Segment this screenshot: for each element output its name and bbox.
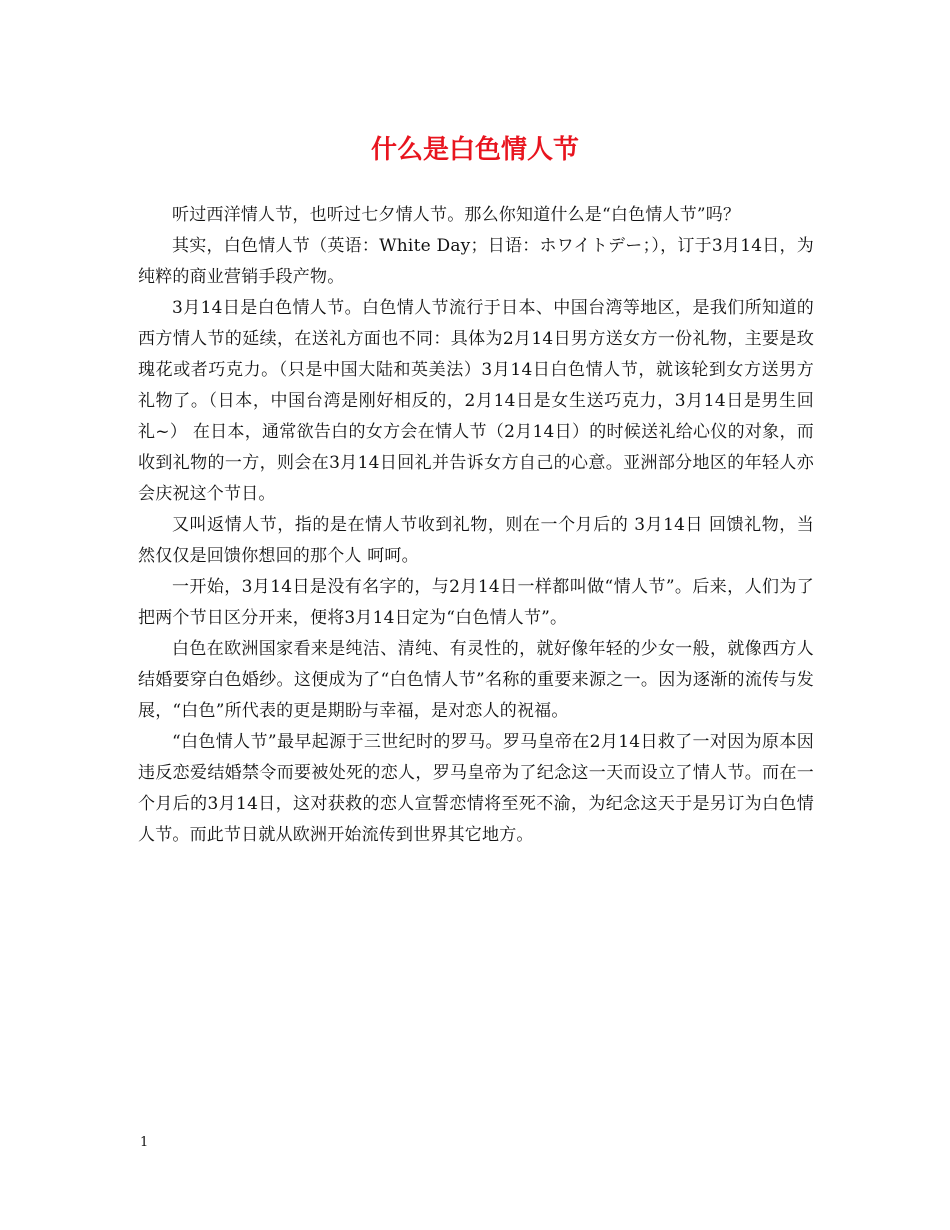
paragraph: “白色情人节”最早起源于三世纪时的罗马。罗马皇帝在2月14日救了一对因为原本因违反恋爱结婚禁令而要被处死的恋人，罗马皇帝为了纪念这一天而设立了情人节。而在一个月后的3月14日，这对获救的恋人宣誓恋情将至死不渝，为纪念这天于是另订为白色情人节。而此节日就从欧洲开始流传到世界其它地方。 — [138, 732, 814, 845]
paragraph: 又叫返情人节，指的是在情人节收到礼物，则在一个月后的 3月14日 回馈礼物，当然仅仅是回馈你想回的那个人 呵呵。 — [138, 515, 814, 566]
page-title: 什么是白色情人节 — [370, 135, 579, 165]
paragraph: 听过西洋情人节，也听过七夕情人节。那么你知道什么是“白色情人节”吗？ — [172, 205, 741, 225]
paragraph: 其实，白色情人节（英语：White Day；日语：ホワイトデー；），订于3月14日，为纯粹的商业营销手段产物。 — [138, 236, 814, 287]
page-number: 1 — [140, 1135, 149, 1150]
article-body — [138, 200, 814, 851]
paragraph: 3月14日是白色情人节。白色情人节流行于日本、中国台湾等地区，是我们所知道的西方情人节的延续，在送礼方面也不同：具体为2月14日男方送女方一份礼物，主要是玫瑰花或者巧克力。（只是中国大陆和英美法）3月14日白色情人节，就该轮到女方送男方礼物了。（日本，中国台湾是刚好相反的，2月14日是女生送巧克力，3月14日是男生回礼~） 在日本，通常欲告白的女方会在情人节（2月14日）的时候送礼给心仪的对象，而收到礼物的一方，则会在3月14日回礼并告诉女方自己的心意。亚洲部分地区的年轻人亦会庆祝这个节日。 — [138, 298, 814, 504]
paragraph: 一开始，3月14日是没有名字的，与2月14日一样都叫做“情人节”。后来，人们为了把两个节日区分开来，便将3月14日定为“白色情人节”。 — [138, 577, 814, 628]
paragraph: 白色在欧洲国家看来是纯洁、清纯、有灵性的，就好像年轻的少女一般，就像西方人结婚要穿白色婚纱。这便成为了“白色情人节”名称的重要来源之一。因为逐渐的流传与发展，“白色”所代表的更是期盼与幸福，是对恋人的祝福。 — [138, 639, 814, 721]
